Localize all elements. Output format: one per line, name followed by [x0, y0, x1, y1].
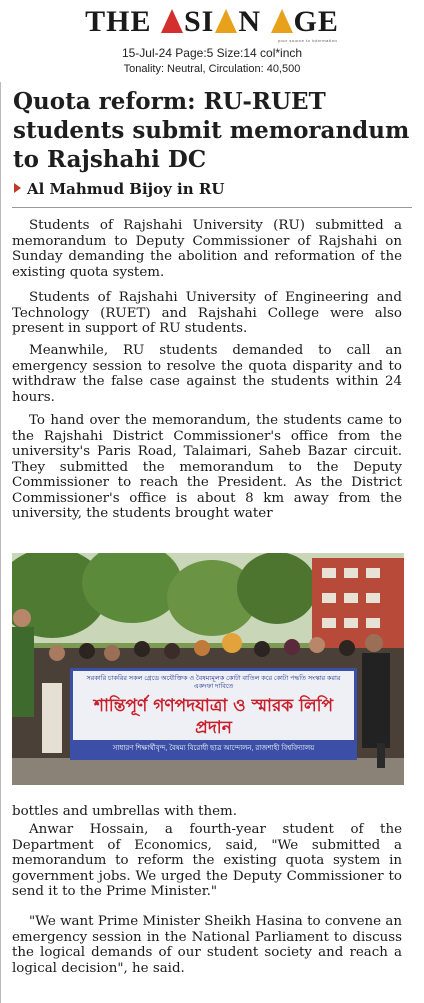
banner-top-text: সরকারি চাকরির সকল গ্রেডে অযৌক্তিক ও বৈষম্যমূলক কোটা বাতিল করে কোটা পদ্ধতি সংস্কার করার একদফা দাবিতে: [86, 675, 341, 690]
paragraph: To hand over the memorandum, the students came to the Rajshahi District Commissioner's office from the university's Paris Road, Talaimari, Saheb Bazar circuit. They submitted the memorandum to the Deputy Commissioner to reach the President. As the District Commissioner's office is about 8 km away from the university, the students brought water: [12, 413, 402, 521]
masthead-a-logo-icon: [161, 9, 183, 33]
paragraph: Anwar Hossain, a fourth-year student of the Department of Economics, said, "We submitted a memorandum to reform the existing quota system in government jobs. We urged the Deputy Commissioner to send it to the Prime Minister.": [12, 822, 402, 899]
article-headline: Quota reform: RU-RUET students submit memorandum to Rajshahi DC: [13, 88, 410, 173]
byline-author: Al Mahmud Bijoy in RU: [27, 180, 225, 198]
paragraph: Students of Rajshahi University (RU) submitted a memorandum to Deputy Commissioner of Rajshahi on Sunday demanding the abolition and reformation of the existing quota system.: [12, 218, 402, 280]
paragraph: "We want Prime Minister Sheikh Hasina to convene an emergency session in the National Parliament to discuss the logical demands of our student society and reach a logical decision", he said.: [12, 914, 402, 976]
masthead-ge: GE: [293, 5, 339, 38]
paragraph: bottles and umbrellas with them.: [12, 804, 237, 819]
paragraph: Meanwhile, RU students demanded to call an emergency session to resolve the quota disparity and to withdraw the false case against the students within 24 hours.: [12, 343, 402, 405]
masthead-tagline: your source to information: [278, 38, 338, 43]
banner-main-text: শান্তিপূর্ণ গণপদযাত্রা ও স্মারক লিপি প্রদান: [93, 696, 334, 738]
masthead-n: N: [238, 5, 270, 38]
paragraph: Students of Rajshahi University of Engineering and Technology (RUET) and Rajshahi College were also present in support of RU students.: [12, 290, 402, 336]
newspaper-masthead: [0, 4, 424, 44]
banner-bottom-text: সাধারণ শিক্ষার্থীবৃন্দ, বৈষম্য বিরোধী ছাত্র আন্দোলন, রাজশাহী বিশ্ববিদ্যালয়: [73, 740, 354, 757]
byline-rule: [12, 207, 412, 208]
masthead-a-logo-icon: [271, 9, 293, 33]
column-divider: [0, 82, 1, 1003]
protest-banner: [70, 668, 357, 760]
masthead-a-logo-icon: [215, 9, 237, 33]
clipping-meta-tonality: Tonality: Neutral, Circulation: 40,500: [123, 63, 301, 75]
masthead-si: SI: [183, 5, 215, 38]
masthead-the: THE: [85, 5, 160, 38]
byline-arrow-icon: [14, 183, 21, 193]
article-byline: [14, 180, 224, 198]
clipping-meta-date: 15-Jul-24 Page:5 Size:14 col*inch: [121, 46, 303, 60]
